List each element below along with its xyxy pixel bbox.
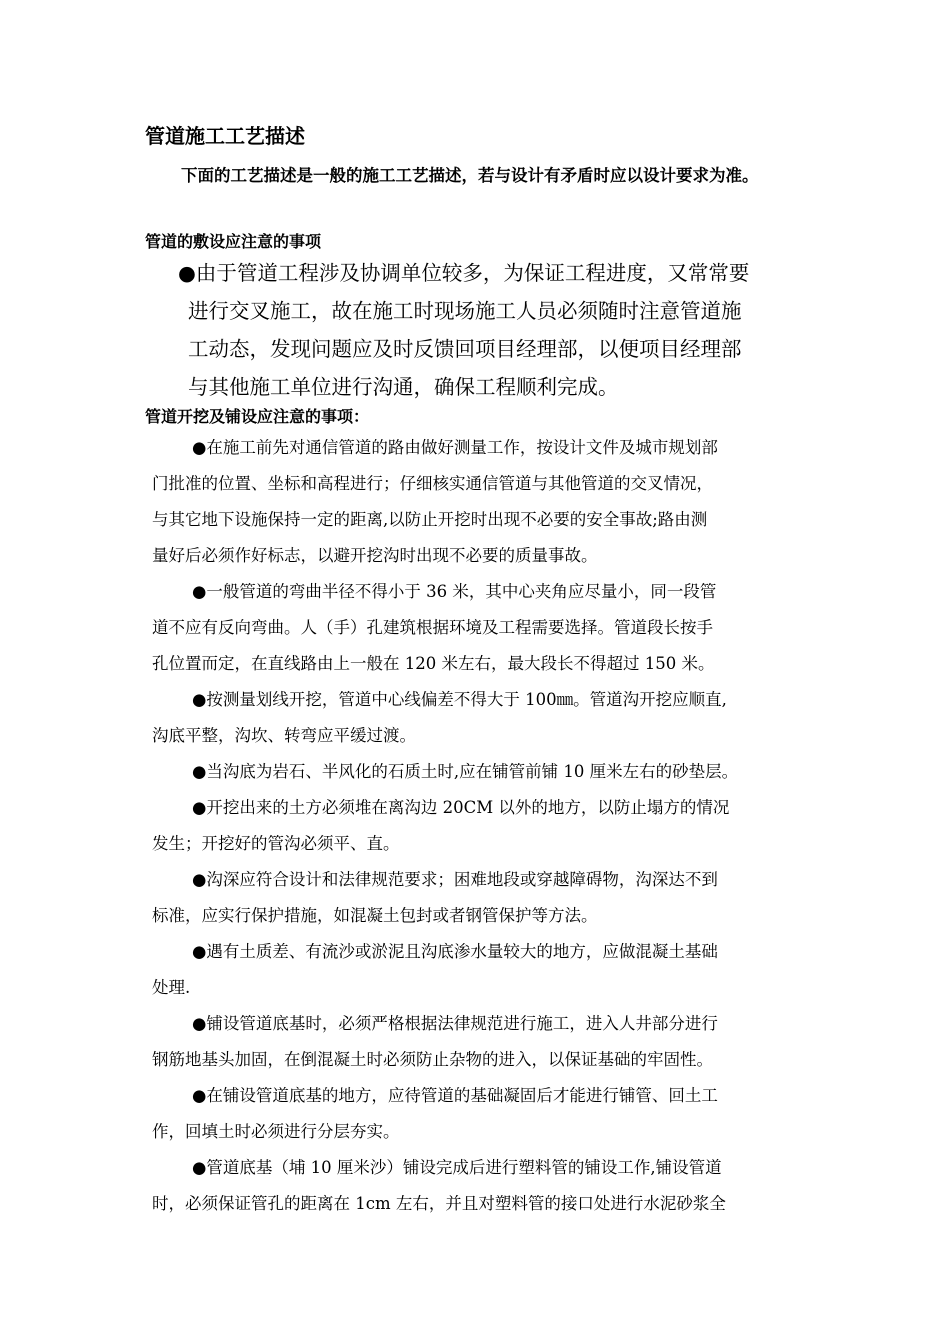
paragraph-line: ●铺设管道底基时，必须严格根据法律规范进行施工，进入人井部分进行 xyxy=(192,1014,718,1033)
excavation-paragraph xyxy=(152,934,820,1006)
excavation-paragraph xyxy=(152,1006,820,1078)
paragraph-line: ●管道底基（埔 10 厘米沙）铺设完成后进行塑料管的铺设工作,铺设管道 xyxy=(192,1158,722,1177)
bullet-line: 进行交叉施工，故在施工时现场施工人员必须随时注意管道施 xyxy=(188,299,742,323)
excavation-paragraph xyxy=(152,430,820,574)
bullet-line: ●由于管道工程涉及协调单位较多，为保证工程进度，又常常要 xyxy=(178,261,750,285)
paragraph-line: 孔位置而定，在直线路由上一般在 120 米左右，最大段长不得超过 150 米。 xyxy=(152,654,715,673)
paragraph-line: ●一般管道的弯曲半径不得小于 36 米，其中心夹角应尽量小，同一段管 xyxy=(192,582,717,601)
paragraph-line: 时，必须保证管孔的距离在 1cm 左右，并且对塑料管的接口处进行水泥砂浆全 xyxy=(152,1194,726,1213)
paragraph-line: 门批准的位置、坐标和高程进行；仔细核实通信管道与其他管道的交叉情况， xyxy=(152,474,713,493)
paragraph-line: ●当沟底为岩石、半风化的石质土时,应在铺管前铺 10 厘米左右的砂垫层。 xyxy=(192,762,739,781)
intro-paragraph: 下面的工艺描述是一般的施工工艺描述，若与设计有矛盾时应以设计要求为准。 xyxy=(181,166,759,185)
excavation-paragraph xyxy=(152,1150,820,1222)
section-heading-laying: 管道的敷设应注意的事项 xyxy=(145,232,322,251)
section-heading-excavation: 管道开挖及铺设应注意的事项： xyxy=(145,407,370,426)
paragraph-line: ●沟深应符合设计和法律规范要求；困难地段或穿越障碍物，沟深达不到 xyxy=(192,870,718,889)
paragraph-line: ●在施工前先对通信管道的路由做好测量工作，按设计文件及城市规划部 xyxy=(192,438,718,457)
excavation-paragraph xyxy=(152,574,820,682)
paragraph-line: 与其它地下设施保持一定的距离,以防止开挖时出现不必要的安全事故;路由测 xyxy=(152,510,708,529)
document-title: 管道施工工艺描述 xyxy=(145,124,305,148)
bullet-line: 与其他施工单位进行沟通，确保工程顺利完成。 xyxy=(188,375,619,399)
excavation-paragraph xyxy=(152,1078,820,1150)
excavation-paragraph xyxy=(152,862,820,934)
paragraph-line: ●开挖出来的土方必须堆在离沟边 20CM 以外的地方，以防止塌方的情况 xyxy=(192,798,730,817)
paragraph-line: 作，回填土时必须进行分层夯实。 xyxy=(152,1122,400,1141)
paragraph-line: 沟底平整，沟坎、转弯应平缓过渡。 xyxy=(152,726,416,745)
paragraph-line: 量好后必须作好标志，以避开挖沟时出现不必要的质量事故。 xyxy=(152,546,598,565)
paragraph-line: ●在铺设管道底基的地方，应待管道的基础凝固后才能进行铺管、回土工 xyxy=(192,1086,718,1105)
paragraph-line: 处理. xyxy=(152,978,191,997)
paragraph-line: 钢筋地基头加固，在倒混凝土时必须防止杂物的进入，以保证基础的牢固性。 xyxy=(152,1050,713,1069)
paragraph-line: ●遇有土质差、有流沙或淤泥且沟底渗水量较大的地方，应做混凝土基础 xyxy=(192,942,718,961)
excavation-paragraph xyxy=(152,790,820,862)
laying-notes-bullet xyxy=(178,254,810,406)
paragraph-line: 标准，应实行保护措施，如混凝土包封或者钢管保护等方法。 xyxy=(152,906,598,925)
paragraph-line: ●按测量划线开挖，管道中心线偏差不得大于 100㎜。管道沟开挖应顺直, xyxy=(192,690,727,709)
excavation-paragraph xyxy=(152,754,820,790)
paragraph-line: 道不应有反向弯曲。人（手）孔建筑根据环境及工程需要选择。管道段长按手 xyxy=(152,618,713,637)
bullet-line: 工动态，发现问题应及时反馈回项目经理部，以便项目经理部 xyxy=(188,337,742,361)
paragraph-line: 发生；开挖好的管沟必须平、直。 xyxy=(152,834,400,853)
excavation-paragraph xyxy=(152,682,820,754)
